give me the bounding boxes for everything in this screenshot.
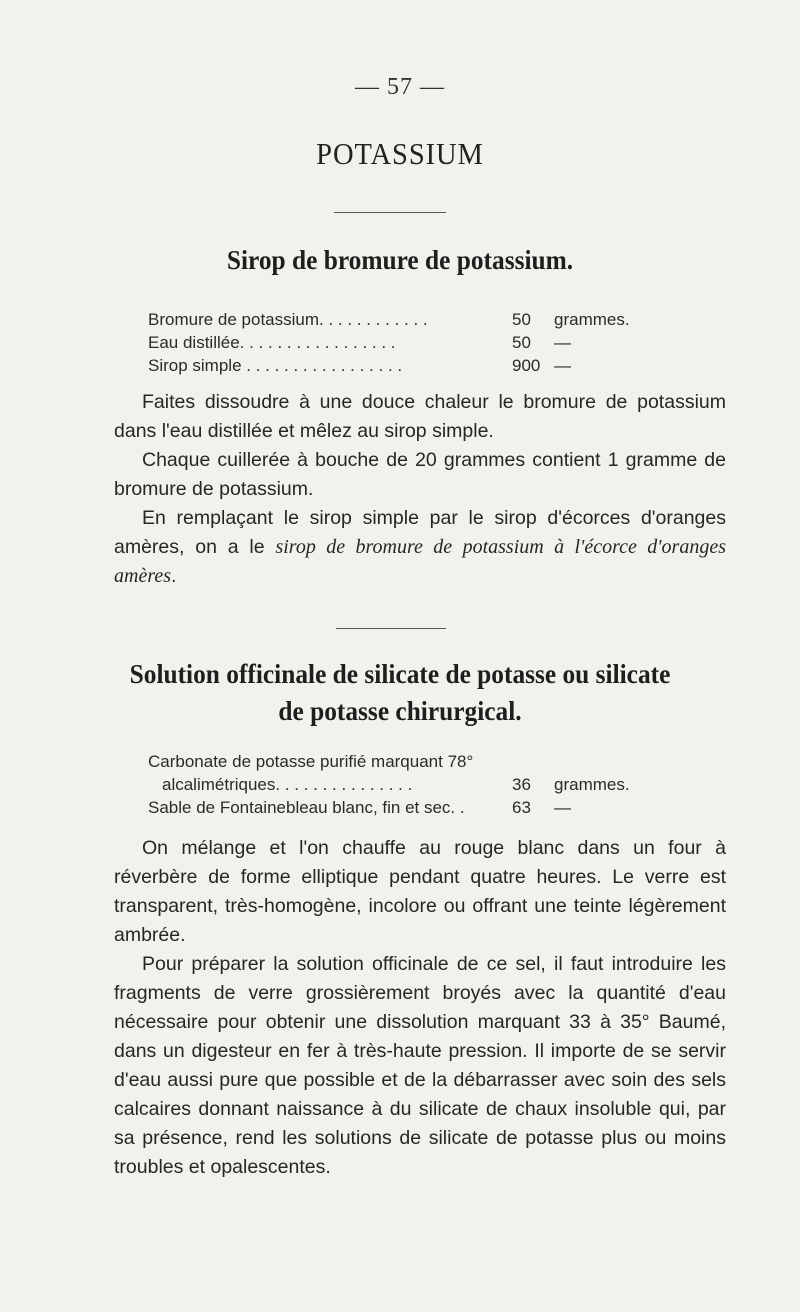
section-title-silicate-line2: de potasse chirurgical. — [278, 696, 522, 726]
recipe-quantity: 63 — [512, 798, 531, 817]
section-title-sirop: Sirop de bromure de potassium. — [226, 245, 574, 275]
recipe-ingredient: Bromure de potassium. . . . . . . . . . . . — [148, 310, 428, 329]
section-divider — [336, 628, 446, 629]
paragraph: Pour préparer la solution officinale de ce sel, il faut introduire les fragments de verre grossièrement broyés avec la quantité d'eau nécessaire pour obtenir une dissolution marquant 33 à 35° Baumé, dans un digesteur en fer à très-haute pression. Il importe de se servir d'eau aussi pure que possible et de la débarrasser avec soin des sels calcaires donnant naissance à du silicate de chaux insoluble qui, par sa présence, rend les solutions de silicate de potasse plus ou moins troubles et opalescentes. — [114, 953, 726, 1178]
paragraph: Chaque cuillerée à bouche de 20 grammes contient 1 gramme de bromure de potassium. — [114, 449, 726, 500]
page-number: — 57 — — [355, 74, 445, 100]
recipe-ingredient: alcalimétriques. . . . . . . . . . . . . . . — [162, 775, 413, 794]
recipe-unit: grammes. — [554, 310, 630, 329]
section-title-silicate-line1: Solution officinale de silicate de potasse ou silicate — [129, 659, 671, 689]
recipe-quantity: 50 — [512, 310, 531, 329]
chapter-title: POTASSIUM — [316, 136, 484, 171]
paragraph: On mélange et l'on chauffe au rouge blanc dans un four à réverbère de forme elliptique pendant quatre heures. Le verre est transparent, très-homogène, incolore ou offrant une teinte légèrement ambrée. — [114, 837, 726, 946]
recipe-ingredient: Sable de Fontainebleau blanc, fin et sec. . — [148, 798, 465, 817]
recipe-unit: grammes. — [554, 775, 630, 794]
recipe-row — [148, 333, 708, 356]
recipe-unit: — — [554, 798, 571, 817]
paragraph-text: En remplaçant le sirop simple par le sirop d'écorces d'oranges amères, on a le — [114, 507, 726, 558]
section-body-sirop — [114, 388, 726, 591]
recipe-unit: — — [554, 356, 571, 375]
paragraph — [114, 504, 726, 591]
chapter-divider — [334, 212, 446, 213]
paragraph: Faites dissoudre à une douce chaleur le bromure de potassium dans l'eau distillée et mêlez au sirop simple. — [114, 391, 726, 442]
recipe-quantity: 50 — [512, 333, 531, 352]
recipe-ingredient: Eau distillée. . . . . . . . . . . . . . . . . — [148, 333, 396, 352]
paragraph-text: . — [171, 565, 177, 587]
recipe-ingredient: Sirop simple . . . . . . . . . . . . . . . . . — [148, 356, 403, 375]
recipe-row — [148, 752, 708, 775]
recipe-row — [148, 775, 708, 798]
paragraph-italic: sirop de bromure de potassium à l'écorce d'oranges amères — [114, 536, 727, 587]
recipe-row — [148, 356, 708, 379]
recipe-ingredient: Carbonate de potasse purifié marquant 78° — [148, 752, 474, 771]
recipe-sirop — [148, 310, 708, 379]
recipe-row — [148, 798, 708, 821]
recipe-row — [148, 310, 708, 333]
recipe-silicate — [148, 752, 708, 821]
recipe-quantity: 900 — [512, 356, 541, 375]
section-body-silicate — [114, 834, 726, 1182]
recipe-quantity: 36 — [512, 775, 531, 794]
recipe-unit: — — [554, 333, 571, 352]
